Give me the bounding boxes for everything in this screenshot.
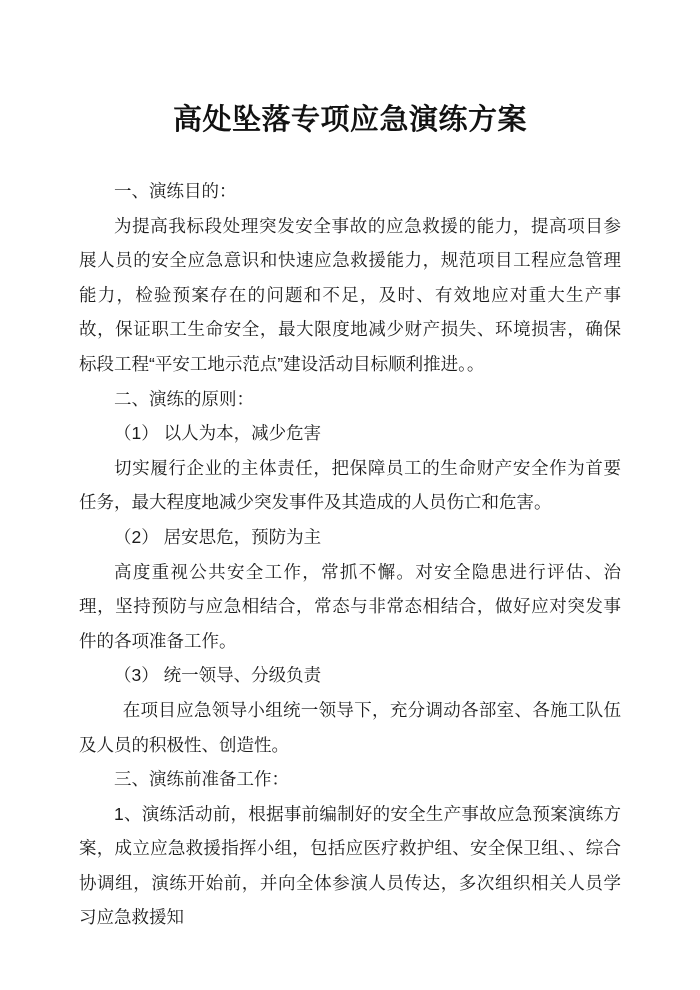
paragraph-body: 高度重视公共安全工作，常抓不懈。对安全隐患进行评估、治理，坚持预防与应急相结合，常态与非常态相结合，做好应对突发事件的各项准备工作。 [79,561,621,651]
paragraph-heading: 一、演练目的： [114,181,237,201]
paragraph-body: 1、演练活动前，根据事前编制好的安全生产事故应急预案演练方案，成立应急救援指挥小组，包括应医疗救护组、安全保卫组、、综合协调组，演练开始前，并向全体参演人员传达，多次组织相关人员学习应急救援知 [79,803,621,928]
paragraph-heading: 二、演练的原则： [114,388,254,409]
paragraph-body-indent-extra: 在项目应急领导小组统一领导下，充分调动各部室、各施工队伍及人员的积极性、创造性。 [79,699,621,755]
paragraph-body: 为提高我标段处理突发安全事故的应急救援的能力，提高项目参展人员的安全应急意识和快速应急救援能力，规范项目工程应急管理能力，检验预案存在的问题和不足，及时、有效地应对重大生产事故，保证职工生命安全，最大限度地减少财产损失、环境损害，确保标段工程“平安工地示范点”建设活动目标顺利推进。。 [79,215,621,374]
paragraph-subheading: （1） 以人为本，减少危害 [114,423,322,444]
paragraph-subheading: （3） 统一领导、分级负责 [114,665,322,686]
document-body [0,174,700,935]
document-title: 高处坠落专项应急演练方案 [172,104,527,136]
paragraph-subheading: （2） 居安思危，预防为主 [114,526,322,547]
paragraph-heading: 三、演练前准备工作： [114,769,289,790]
paragraph-body: 切实履行企业的主体责任，把保障员工的生命财产安全作为首要任务，最大程度地减少突发事件及其造成的人员伤亡和危害。 [79,457,621,513]
